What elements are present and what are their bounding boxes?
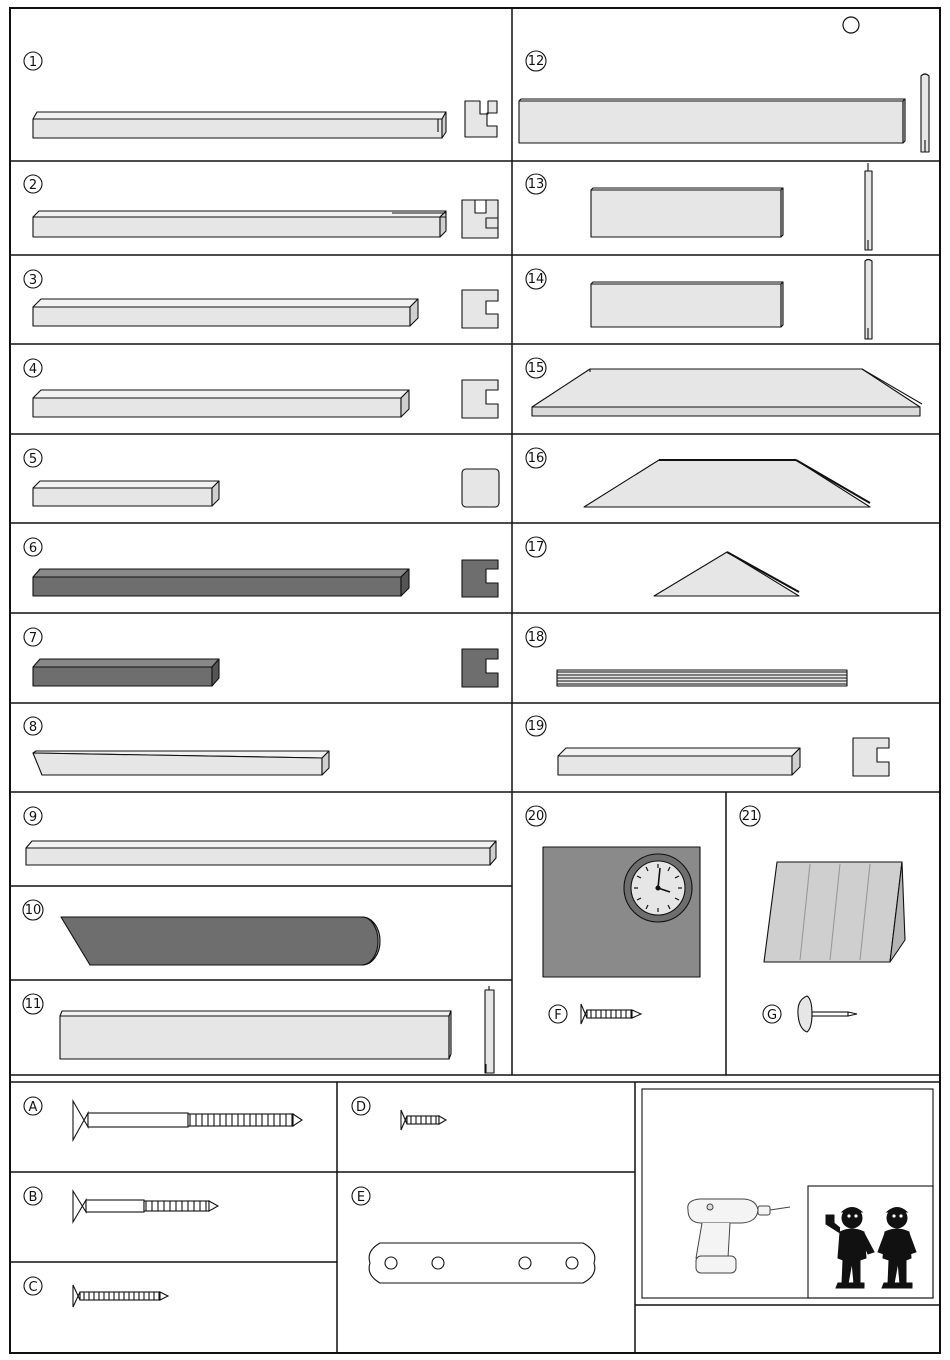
- two-workers-icon: [826, 1208, 916, 1289]
- svg-text:D: D: [355, 1100, 367, 1115]
- svg-text:3: 3: [28, 273, 38, 288]
- svg-text:A: A: [28, 1100, 38, 1115]
- panel-part-12: [519, 99, 905, 143]
- hardware-label-C: [24, 1277, 42, 1295]
- svg-text:18: 18: [527, 630, 545, 645]
- part-label-9: [24, 807, 42, 825]
- part-label-15: [526, 358, 546, 378]
- part-label-4: [24, 359, 42, 377]
- panel-part-10: [61, 917, 380, 965]
- strip-part-14: [865, 260, 872, 340]
- part-label-16: [526, 448, 546, 468]
- hardware-label-E: [352, 1187, 370, 1205]
- hardware-label-D: [352, 1097, 370, 1115]
- roof-sheet-part-21: [764, 862, 905, 962]
- cordless-drill-icon: [688, 1199, 790, 1273]
- profile-part-7: [462, 649, 498, 687]
- part-label-5: [24, 449, 42, 467]
- hardware-label-B: [24, 1187, 42, 1205]
- profile-part-19: [853, 738, 889, 776]
- board-part-19: [558, 748, 800, 775]
- profile-part-4: [462, 380, 498, 418]
- roofing-nail-G-icon: [798, 996, 857, 1032]
- svg-text:E: E: [356, 1190, 366, 1205]
- svg-text:21: 21: [741, 809, 759, 824]
- board-part-5: [33, 481, 219, 506]
- part-label-2: [24, 175, 42, 193]
- tools-panel: [642, 1089, 933, 1298]
- svg-text:20: 20: [527, 809, 545, 824]
- svg-text:C: C: [28, 1280, 38, 1295]
- svg-text:10: 10: [24, 903, 42, 918]
- svg-text:5: 5: [28, 452, 38, 467]
- blank-marker-icon: [843, 17, 859, 33]
- svg-text:11: 11: [24, 997, 42, 1012]
- board-part-7: [33, 659, 219, 686]
- panel-part-11: [60, 1011, 451, 1059]
- strip-part-11: [485, 986, 494, 1073]
- part-label-6: [24, 538, 42, 556]
- part-label-8: [24, 717, 42, 735]
- strip-part-13: [865, 163, 872, 250]
- profile-part-6: [462, 560, 498, 597]
- strip-part-12: [921, 74, 929, 152]
- board-part-4: [33, 390, 409, 417]
- board-part-9: [26, 841, 496, 865]
- part-label-3: [24, 270, 42, 288]
- part-label-21: [740, 806, 760, 826]
- screw-D-icon: [401, 1110, 446, 1130]
- hardware-label-A: [24, 1097, 42, 1115]
- part-label-19: [526, 716, 546, 736]
- part-label-11: [23, 994, 43, 1014]
- svg-text:2: 2: [28, 178, 38, 193]
- screw-F-icon: [581, 1004, 641, 1024]
- gable-part-16: [584, 460, 870, 507]
- svg-text:12: 12: [527, 54, 545, 69]
- svg-text:B: B: [28, 1190, 38, 1205]
- screw-B-icon: [73, 1191, 218, 1222]
- profile-part-2: [462, 200, 498, 238]
- board-part-8: [33, 751, 329, 775]
- svg-text:G: G: [766, 1008, 778, 1023]
- board-part-3: [33, 299, 418, 326]
- svg-text:14: 14: [527, 272, 545, 287]
- gable-part-17: [654, 552, 799, 596]
- part-label-1: [24, 52, 42, 70]
- part-label-18: [526, 627, 546, 647]
- svg-text:16: 16: [527, 451, 545, 466]
- part-label-13: [526, 174, 546, 194]
- board-part-2: [33, 211, 446, 237]
- part-label-10: [23, 900, 43, 920]
- gable-part-15: [532, 369, 922, 416]
- panel-part-14: [591, 282, 783, 327]
- screw-C-icon: [73, 1285, 168, 1307]
- svg-text:17: 17: [527, 540, 545, 555]
- svg-text:1: 1: [28, 55, 38, 70]
- board-part-1: [33, 112, 446, 138]
- part-label-7: [24, 628, 42, 646]
- slats-part-18: [557, 670, 847, 686]
- part-label-14: [526, 269, 546, 289]
- profile-part-1: [465, 101, 497, 137]
- svg-text:13: 13: [527, 177, 545, 192]
- mounting-plate-E-icon: [369, 1243, 595, 1283]
- part-label-20: [526, 806, 546, 826]
- part-label-12: [526, 51, 546, 71]
- hardware-label-F: [549, 1005, 567, 1023]
- part-label-17: [526, 537, 546, 557]
- svg-text:15: 15: [527, 361, 545, 376]
- svg-text:7: 7: [28, 631, 38, 646]
- profile-part-5: [462, 469, 499, 507]
- board-part-6: [33, 569, 409, 596]
- svg-text:F: F: [554, 1008, 562, 1023]
- svg-text:8: 8: [28, 720, 38, 735]
- svg-text:19: 19: [527, 719, 545, 734]
- svg-text:4: 4: [28, 362, 38, 377]
- screw-A-icon: [73, 1101, 302, 1140]
- panel-part-13: [591, 188, 783, 237]
- svg-text:6: 6: [28, 541, 38, 556]
- part-drawings: [26, 74, 929, 1073]
- svg-text:9: 9: [28, 810, 38, 825]
- clock-panel-part-20: [543, 847, 700, 977]
- hardware-label-G: [763, 1005, 781, 1023]
- profile-part-3: [462, 290, 498, 328]
